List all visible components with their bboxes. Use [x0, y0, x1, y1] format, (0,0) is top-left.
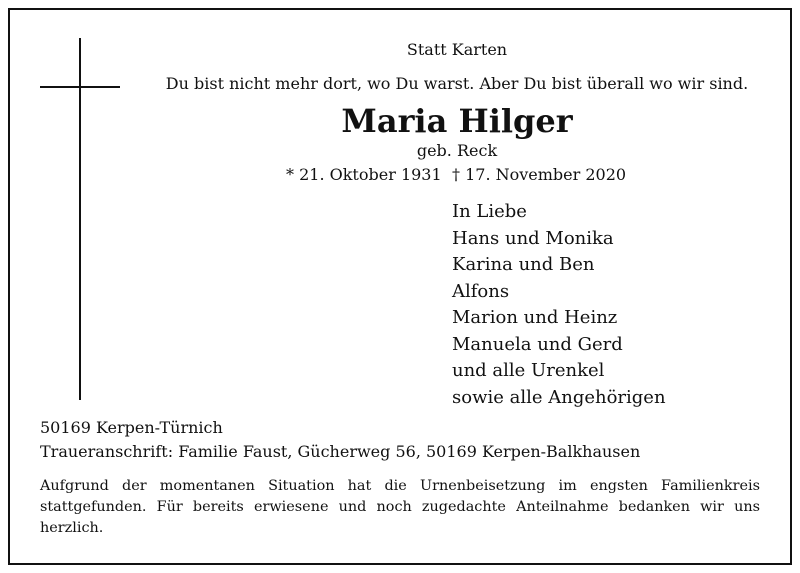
deceased-name: Maria Hilger	[341, 102, 573, 140]
mourner-line: Karina und Ben	[452, 254, 595, 275]
cross-vertical-bar	[79, 38, 81, 400]
mourner-line: In Liebe	[452, 201, 527, 222]
maiden-name: geb. Reck	[416, 141, 498, 160]
mourning-address: Traueranschrift: Familie Faust, Gücherweg 56, 50169 Kerpen-Balkhausen	[40, 442, 641, 461]
notice-paragraph: Aufgrund der momentanen Situation hat die Urnenbeisetzung im engsten Familienkreis stattgefunden. Für bereits erwiesene und noch zugedachte Anteilnahme bedanken wir uns herzlich.	[40, 478, 760, 536]
mourner-line: Hans und Monika	[452, 227, 614, 249]
mourner-line: Alfons	[452, 280, 510, 302]
death-date: † 17. November 2020	[452, 165, 627, 184]
birth-date: * 21. Oktober 1931	[286, 165, 442, 184]
verse-text: Du bist nicht mehr dort, wo Du warst. Aber Du bist überall wo wir sind.	[165, 74, 749, 93]
mourner-line: und alle Urenkel	[452, 360, 605, 381]
intro-text: Statt Karten	[406, 40, 508, 59]
mourners-list	[452, 199, 666, 411]
cross-horizontal-bar	[40, 86, 120, 88]
place-text: 50169 Kerpen-Türnich	[40, 418, 223, 437]
mourner-line: Marion und Heinz	[452, 307, 618, 328]
mourner-line: Manuela und Gerd	[452, 333, 623, 355]
mourner-line: sowie alle Angehörigen	[452, 386, 666, 408]
